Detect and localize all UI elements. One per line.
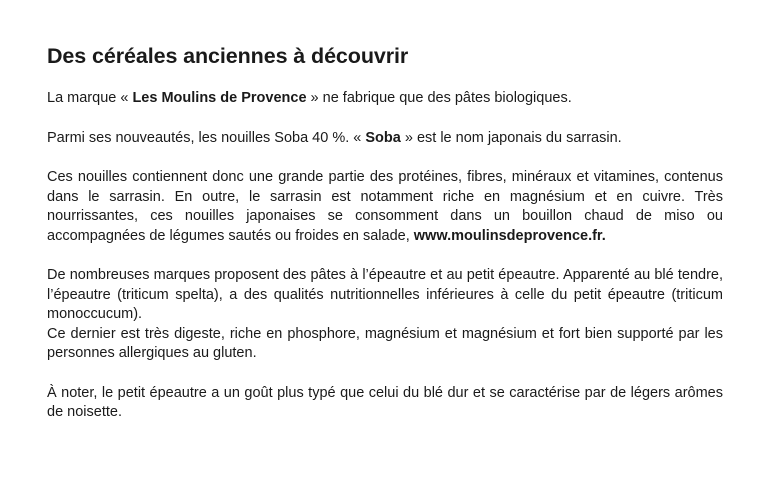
paragraph-soba-text-before: Parmi ses nouveautés, les nouilles Soba 40 %. « xyxy=(47,129,366,146)
paragraph-brand-text-after: » ne fabrique que des pâtes biologiques. xyxy=(306,90,572,106)
paragraph-digeste: Ce dernier est très digeste, riche en phosphore, magnésium et magnésium et fort bien supporté par les personnes allergiques au gluten. xyxy=(47,325,723,361)
paragraph-nutrition xyxy=(47,168,723,246)
soba-term: Soba xyxy=(365,129,401,146)
paragraph-epeautre: De nombreuses marques proposent des pâtes à l’épeautre et au petit épeautre. Apparenté au blé tendre, l’épeautre (triticum spelta), a des qualités nutritionnelles inférieures à celle du petit épeautre (triticum monoccucum). xyxy=(47,267,723,322)
paragraph-brand-text-before: La marque « xyxy=(47,90,133,106)
paragraph-soba xyxy=(47,129,723,149)
paragraph-soba-text-after: » est le nom japonais du sarrasin. xyxy=(400,129,622,146)
brand-name: Les Moulins de Provence xyxy=(132,90,307,106)
article-title: Des céréales anciennes à découvrir xyxy=(47,44,409,68)
paragraph-brand xyxy=(47,89,723,109)
paragraph-gout: À noter, le petit épeautre a un goût plus typé que celui du blé dur et se caractérise par de légers arômes de noisette. xyxy=(47,384,723,420)
website-link[interactable]: www.moulinsdeprovence.fr. xyxy=(413,227,606,244)
paragraph-nutrition-text: Ces nouilles contiennent donc une grande partie des protéines, fibres, minéraux et vitamines, contenus dans le sarrasin. En outre, le sarrasin est notamment riche en magnésium et en cuivre. Très nourrissantes, ces nouilles japonaises se consomment dans un bouillon chaud de miso ou accompagnées de légumes sautés ou froides en salade, xyxy=(47,169,723,244)
